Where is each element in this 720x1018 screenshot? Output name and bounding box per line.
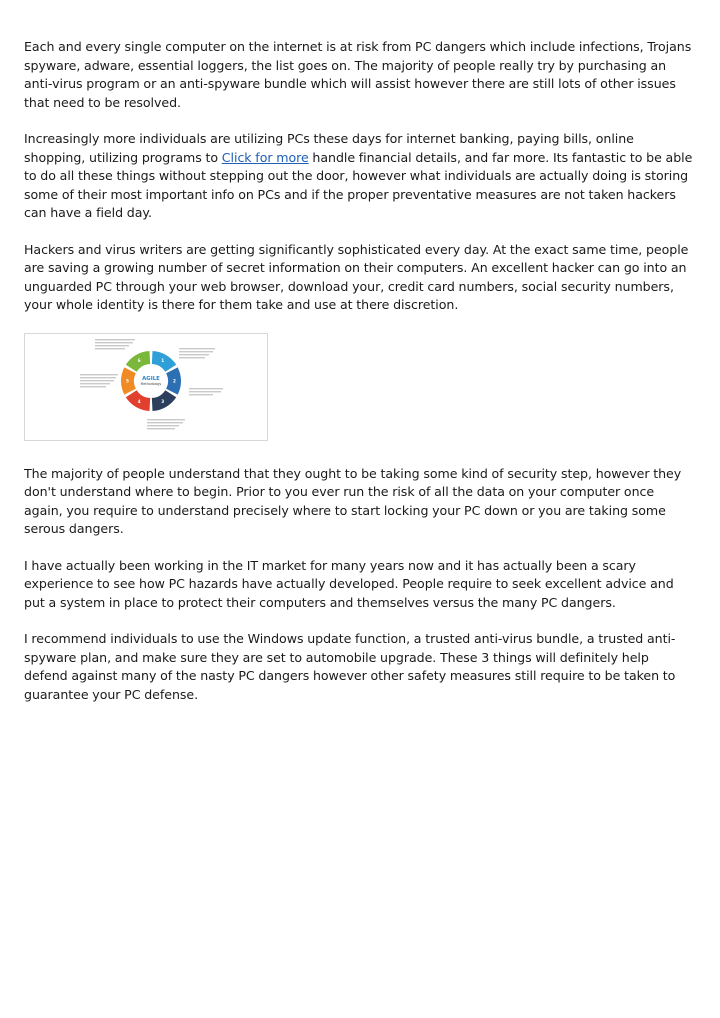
ring-segment-number-5: 5 [126,378,129,383]
paragraph-3: Hackers and virus writers are getting significantly sophisticated every day. At the exact same time, people are saving a growing number of secret information on their computers. An excellent hacker can go into an unguarded PC through your web browser, download your, credit card numbers, social security numbers, your whole identity is there for them take and use at there discretion. [24,241,689,312]
article-body [24,38,696,722]
click-for-more-link[interactable]: Click for more [221,149,309,165]
agile-cycle-diagram [25,334,267,440]
paragraph-4: The majority of people understand that they ought to be taking some kind of security step, however they don't understand where to begin. Prior to you ever run the risk of all the data on your computer once again, you require to understand precisely where to start locking your PC down or you are taking some serous dangers. [24,465,682,536]
ring-segment-number-6: 6 [137,357,141,363]
paragraph-2-part-1: Increasingly more individuals are utilizing PCs these days for internet banking, paying bills, online shopping, utilizing programs to [24,131,634,165]
paragraph-6: I recommend individuals to use the Windows update function, a trusted anti-virus bundle, a trusted anti-spyware plan, and make sure they are set to automobile upgrade. These 3 things will definitely help defend against many of the nasty PC dangers however other safety measures still require to be taken to guarantee your PC defense. [24,631,676,702]
agile-methodology-image [24,333,268,441]
ring-segment-number-3: 3 [161,398,165,404]
paragraph-1: Each and every single computer on the internet is at risk from PC dangers which include infections, Trojans spyware, adware, essential loggers, the list goes on. The majority of people really try by purchasing an anti-virus program or an anti-spyware bundle which will assist however there are still lots of other issues that need to be resolved. [24,39,692,110]
agile-subtitle: Methodology [140,381,162,386]
ring-segment-number-2: 2 [173,378,176,383]
paragraph-5: I have actually been working in the IT market for many years now and it has actually been a scary experience to see how PC hazards have actually developed. People require to seek excellent advice and put a system in place to protect their computers and themselves versus the many PC dangers. [24,557,674,610]
ring-segment-number-4: 4 [137,398,141,404]
ring-segment-number-1: 1 [161,357,165,363]
agile-title: AGILE [142,375,160,382]
paragraph-2-part-2: handle financial details, and far more. Its fantastic to be able to do all these things without stepping out the door, however what individuals are actually doing is storing some of their most important info on PCs and if the proper preventative measures are not taken hackers can have a field day. [24,149,693,220]
paragraph-2 [24,130,696,223]
